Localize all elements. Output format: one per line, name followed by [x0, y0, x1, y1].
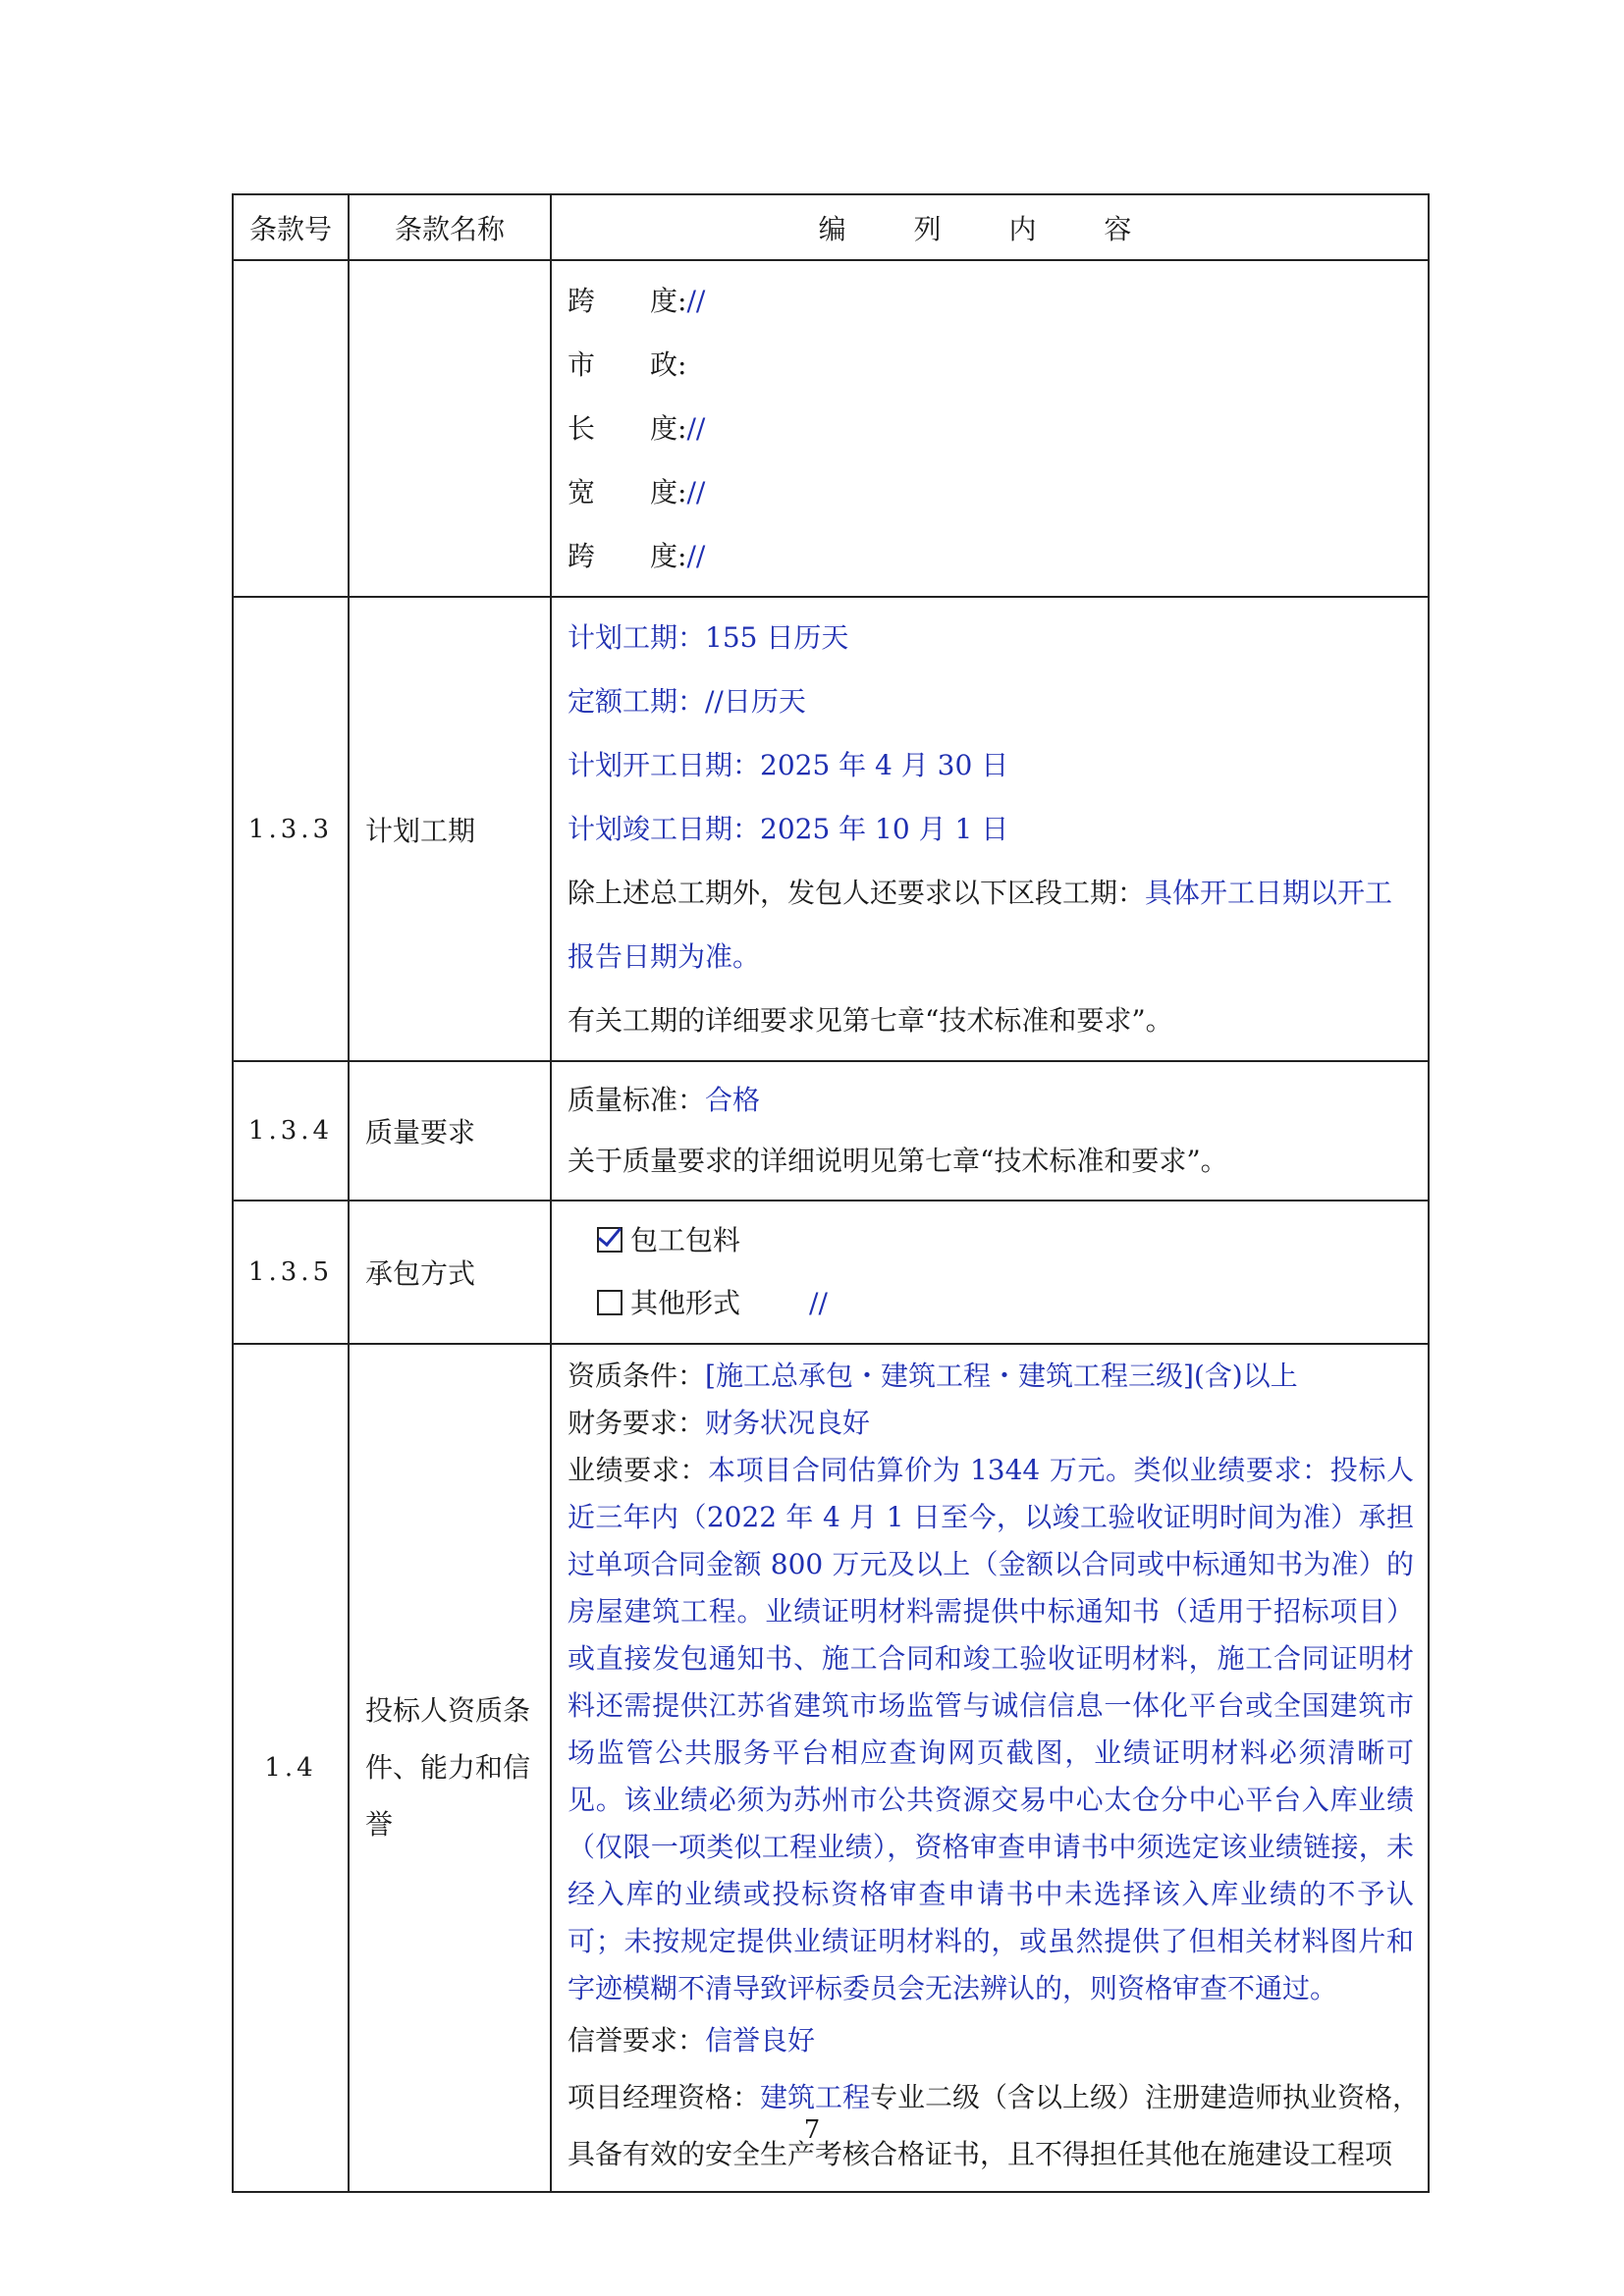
content-line: 宽 度://	[568, 476, 706, 508]
content-line: 跨 度://	[568, 540, 706, 572]
planned-start-date: 计划开工日期：2025 年 4 月 30 日	[568, 749, 1009, 781]
planned-duration: 计划工期：155 日历天	[568, 621, 849, 654]
option-labor-and-materials: 包工包料	[568, 1209, 1414, 1272]
clause-name: 计划工期	[349, 597, 551, 1061]
table-row	[233, 1201, 1429, 1344]
table-row	[233, 1061, 1429, 1201]
project-manager-requirement-line2: 具备有效的安全生产考核合格证书，且不得担任其他在施建设工程项	[568, 2138, 1393, 2170]
section-duration-line2: 报告日期为准。	[568, 940, 761, 973]
clause-content	[551, 1344, 1429, 2192]
clause-no: 1.3.3	[233, 597, 349, 1061]
clause-name	[349, 260, 551, 597]
clause-no: 1.4	[233, 1344, 349, 2192]
option-other: 其他形式 //	[568, 1272, 1414, 1335]
project-manager-requirement: 项目经理资格：建筑工程专业二级（含以上级）注册建造师执业资格，	[568, 2081, 1421, 2113]
table-row	[233, 260, 1429, 597]
clause-name: 承包方式	[349, 1201, 551, 1344]
table-header-row	[233, 194, 1429, 260]
header-clause-no: 条款号	[233, 194, 349, 260]
reputation-requirement: 信誉要求：信誉良好	[568, 2024, 816, 2056]
content-line: 市 政:	[568, 348, 687, 381]
empty-checkbox-icon	[597, 1290, 623, 1315]
content-line: 跨 度://	[568, 285, 706, 317]
clause-no: 1.3.4	[233, 1061, 349, 1201]
performance-requirement: 业绩要求：本项目合同估算价为 1344 万元。类似业绩要求：投标人近三年内（2022 年 4 月 1 日至今，以竣工验收证明时间为准）承担过单项合同金额 800 万元及以上（金额以合同或中标通知书为准）的房屋建筑工程。业绩证明材料需提供中标通知书（适用于招标项目）或直接发包通知书、施工合同和竣工验收证明材料，施工合同证明材料还需提供江苏省建筑市场监管与诚信信息一体化平台或全国建筑市场监管公共服务平台相应查询网页截图，业绩证明材料必须清晰可见。该业绩必须为苏州市公共资源交易中心太仓分中心平台入库业绩（仅限一项类似工程业绩），资格审查申请书中须选定该业绩链接，未经入库的业绩或投标资格审查申请书中未选择该入库业绩的不予认可；未按规定提供业绩证明材料的，或虽然提供了但相关材料图片和字迹模糊不清导致评标委员会无法辨认的，则资格审查不通过。	[568, 1454, 1414, 2004]
duration-note: 有关工期的详细要求见第七章“技术标准和要求”。	[568, 1004, 1173, 1037]
content-line: 长 度://	[568, 412, 706, 445]
planned-completion-date: 计划竣工日期：2025 年 10 月 1 日	[568, 813, 1009, 845]
clause-table	[232, 193, 1430, 2193]
quality-note: 关于质量要求的详细说明见第七章“技术标准和要求”。	[568, 1145, 1228, 1177]
quality-standard: 质量标准：合格	[568, 1084, 761, 1116]
clause-content	[551, 1061, 1429, 1201]
clause-content	[551, 597, 1429, 1061]
qualification-requirement: 资质条件：[施工总承包・建筑工程・建筑工程三级](含)以上	[568, 1360, 1298, 1392]
clause-content	[551, 260, 1429, 597]
clause-no: 1.3.5	[233, 1201, 349, 1344]
section-duration-line: 除上述总工期外，发包人还要求以下区段工期：具体开工日期以开工	[568, 877, 1393, 909]
clause-name: 质量要求	[349, 1061, 551, 1201]
header-clause-name: 条款名称	[349, 194, 551, 260]
header-content: 编 列 内 容	[551, 194, 1429, 260]
checked-checkbox-icon	[597, 1227, 623, 1253]
clause-name: 投标人资质条件、能力和信誉	[349, 1344, 551, 2192]
table-row	[233, 597, 1429, 1061]
clause-no	[233, 260, 349, 597]
financial-requirement: 财务要求：财务状况良好	[568, 1407, 871, 1439]
table-row	[233, 1344, 1429, 2192]
quota-duration: 定额工期：//日历天	[568, 685, 806, 718]
page-number: 7	[803, 2115, 821, 2145]
clause-content	[551, 1201, 1429, 1344]
